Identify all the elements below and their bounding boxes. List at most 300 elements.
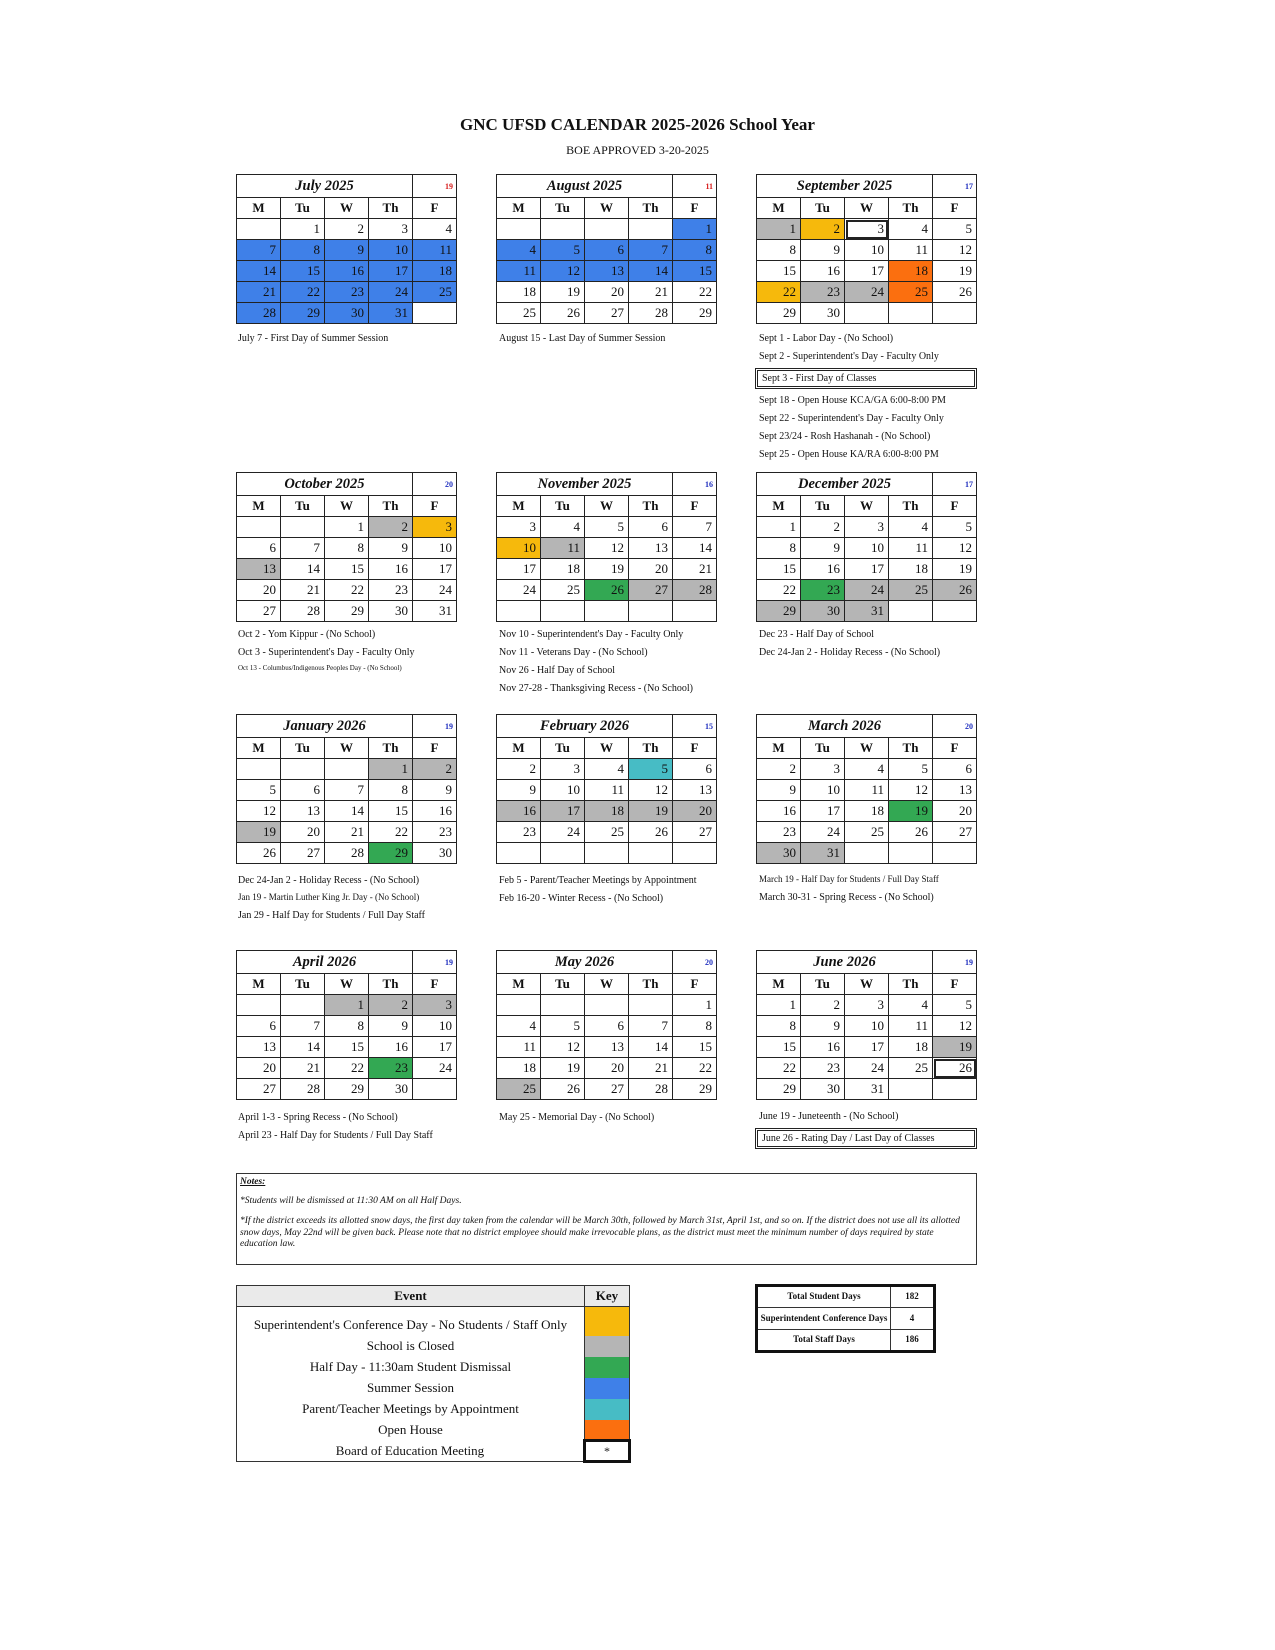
month-calendar (496, 472, 717, 622)
day-cell: 5 (933, 517, 977, 538)
day-cell: 19 (585, 559, 629, 580)
day-cell: 26 (889, 822, 933, 843)
day-cell: 8 (757, 240, 801, 261)
day-cell: 19 (541, 282, 585, 303)
day-cell: 27 (281, 843, 325, 864)
day-cell: 21 (325, 822, 369, 843)
month-name: June 2026 (757, 951, 933, 974)
day-cell: 14 (629, 261, 673, 282)
day-header: F (673, 738, 717, 759)
day-cell: 28 (629, 303, 673, 324)
day-cell: 5 (889, 759, 933, 780)
day-cell (889, 843, 933, 864)
day-cell: 15 (325, 559, 369, 580)
day-cell: 20 (629, 559, 673, 580)
day-cell: 19 (541, 1058, 585, 1079)
month-name: February 2026 (497, 715, 673, 738)
day-cell: 3 (497, 517, 541, 538)
day-cell: 10 (413, 538, 457, 559)
day-cell: 22 (325, 1058, 369, 1079)
day-count: 11 (673, 175, 717, 198)
day-cell: 26 (585, 580, 629, 601)
day-cell: 11 (889, 240, 933, 261)
day-header: Th (889, 496, 933, 517)
day-header: W (845, 738, 889, 759)
day-cell: 15 (281, 261, 325, 282)
day-header: F (933, 198, 977, 219)
day-cell: 21 (237, 282, 281, 303)
day-cell: 20 (237, 580, 281, 601)
day-cell: 21 (281, 1058, 325, 1079)
day-cell: 22 (673, 1058, 717, 1079)
day-cell: 2 (369, 517, 413, 538)
day-cell: 2 (801, 995, 845, 1016)
month-notes (499, 628, 693, 700)
day-cell: 27 (585, 303, 629, 324)
day-cell: 1 (673, 995, 717, 1016)
day-cell: 7 (325, 780, 369, 801)
day-cell: 27 (673, 822, 717, 843)
day-cell: 13 (585, 261, 629, 282)
month-note: Sept 1 - Labor Day - (No School) (759, 333, 894, 344)
day-count: 20 (413, 473, 457, 496)
day-cell (325, 759, 369, 780)
day-cell: 14 (281, 1037, 325, 1058)
day-cell: 10 (845, 240, 889, 261)
day-cell: 11 (845, 780, 889, 801)
day-header: Th (369, 198, 413, 219)
day-cell: 29 (369, 843, 413, 864)
day-header: Th (629, 496, 673, 517)
day-header: F (673, 974, 717, 995)
day-cell: 25 (497, 1079, 541, 1100)
day-cell: 5 (933, 995, 977, 1016)
day-cell (413, 303, 457, 324)
month-calendar (756, 714, 977, 864)
month-notes (238, 332, 388, 350)
day-cell (497, 601, 541, 622)
month-note: March 19 - Half Day for Students / Full Day Staff (759, 874, 939, 884)
day-header: M (237, 974, 281, 995)
day-header: Th (889, 198, 933, 219)
day-header: F (673, 496, 717, 517)
day-header: F (413, 198, 457, 219)
day-cell (237, 517, 281, 538)
day-cell: 15 (757, 1037, 801, 1058)
day-cell (237, 759, 281, 780)
legend-swatch (585, 1336, 630, 1357)
day-cell: 7 (281, 538, 325, 559)
day-cell: 18 (541, 559, 585, 580)
day-cell: 12 (629, 780, 673, 801)
day-cell: 3 (541, 759, 585, 780)
month-note: Feb 16-20 - Winter Recess - (No School) (499, 893, 664, 904)
day-cell: 11 (585, 780, 629, 801)
day-cell (629, 601, 673, 622)
day-header: Tu (281, 496, 325, 517)
notes-box (236, 1173, 977, 1265)
day-cell: 17 (497, 559, 541, 580)
day-cell: 31 (845, 601, 889, 622)
day-header: F (673, 198, 717, 219)
legend-swatch (585, 1357, 630, 1378)
day-cell: 4 (497, 240, 541, 261)
notes-heading: Notes: (240, 1177, 266, 1187)
day-cell: 30 (757, 843, 801, 864)
day-cell: 8 (757, 1016, 801, 1037)
month-notes (759, 332, 977, 466)
notes-line: *If the district exceeds its allotted snow days, the first day taken from the calendar will be March 30th, followed by March 31st, April 1st, and so on. If the district does not use all its allotted snow days, May 22nd will be given back. Please note that no district employee should make irrevocable plans, as the district must meet the minimum number of days required by state education law. (240, 1216, 960, 1250)
day-cell: 4 (413, 219, 457, 240)
day-header: F (413, 496, 457, 517)
day-cell (281, 759, 325, 780)
day-cell: 25 (585, 822, 629, 843)
month-calendar (496, 950, 717, 1100)
day-cell (541, 219, 585, 240)
day-cell: 24 (497, 580, 541, 601)
day-cell: 29 (325, 1079, 369, 1100)
day-header: M (237, 738, 281, 759)
day-header: F (933, 496, 977, 517)
day-cell: 13 (629, 538, 673, 559)
day-cell: 12 (933, 240, 977, 261)
day-cell: 25 (889, 1058, 933, 1079)
day-cell: 28 (237, 303, 281, 324)
day-cell: 16 (369, 1037, 413, 1058)
day-header: W (585, 198, 629, 219)
day-cell: 6 (237, 538, 281, 559)
legend-label: School is Closed (237, 1336, 585, 1357)
day-cell: 29 (673, 1079, 717, 1100)
day-cell: 15 (673, 1037, 717, 1058)
day-cell: 10 (845, 1016, 889, 1037)
day-cell: 26 (933, 282, 977, 303)
month-calendar (496, 714, 717, 864)
day-cell: 26 (933, 1058, 977, 1079)
month-calendar (756, 472, 977, 622)
day-cell: 16 (497, 801, 541, 822)
day-header: Th (629, 738, 673, 759)
day-header: Tu (801, 198, 845, 219)
day-cell: 12 (889, 780, 933, 801)
day-header: F (933, 974, 977, 995)
day-header: M (497, 974, 541, 995)
day-cell: 6 (237, 1016, 281, 1037)
day-cell: 16 (369, 559, 413, 580)
day-cell (889, 303, 933, 324)
day-header: Tu (541, 496, 585, 517)
day-count: 16 (673, 473, 717, 496)
month-notes (759, 1110, 977, 1154)
day-cell: 11 (889, 1016, 933, 1037)
day-cell: 13 (585, 1037, 629, 1058)
day-cell: 6 (933, 759, 977, 780)
day-cell: 2 (801, 517, 845, 538)
day-cell: 29 (673, 303, 717, 324)
month-note: Dec 24-Jan 2 - Holiday Recess - (No School) (759, 647, 941, 658)
month-notes (759, 874, 939, 909)
day-cell: 24 (845, 1058, 889, 1079)
day-cell: 5 (237, 780, 281, 801)
day-cell (629, 219, 673, 240)
legend-swatch (585, 1378, 630, 1399)
day-cell: 24 (801, 822, 845, 843)
day-header: Tu (801, 974, 845, 995)
day-cell: 26 (541, 303, 585, 324)
legend-row (237, 1378, 630, 1399)
month-name: September 2025 (757, 175, 933, 198)
day-cell: 18 (497, 1058, 541, 1079)
month-note: Sept 3 - First Day of Classes (755, 368, 977, 389)
day-cell: 28 (629, 1079, 673, 1100)
day-cell: 13 (237, 1037, 281, 1058)
month-note: July 7 - First Day of Summer Session (238, 333, 389, 344)
month-note: Oct 13 - Columbus/Indigenous Peoples Day - (No School) (238, 664, 402, 672)
month-calendar (756, 174, 977, 324)
day-cell: 17 (845, 1037, 889, 1058)
month-notes (238, 1111, 433, 1147)
day-cell: 16 (757, 801, 801, 822)
day-cell: 1 (757, 995, 801, 1016)
day-cell: 3 (845, 995, 889, 1016)
day-cell (933, 601, 977, 622)
month-note: Nov 27-28 - Thanksgiving Recess - (No School) (499, 683, 693, 694)
day-cell: 18 (413, 261, 457, 282)
day-cell: 9 (369, 538, 413, 559)
day-header: Th (629, 198, 673, 219)
day-cell: 3 (801, 759, 845, 780)
day-cell: 6 (585, 1016, 629, 1037)
month-name: December 2025 (757, 473, 933, 496)
month-notes (499, 874, 697, 910)
day-cell: 7 (629, 240, 673, 261)
legend-label: Open House (237, 1420, 585, 1441)
day-cell: 9 (497, 780, 541, 801)
day-cell: 15 (325, 1037, 369, 1058)
legend-row (237, 1420, 630, 1441)
month-name: July 2025 (237, 175, 413, 198)
day-cell (281, 995, 325, 1016)
day-cell: 21 (629, 282, 673, 303)
month-calendar (496, 174, 717, 324)
day-cell (541, 995, 585, 1016)
day-header: M (497, 738, 541, 759)
day-cell: 1 (369, 759, 413, 780)
legend-swatch (585, 1420, 630, 1441)
day-cell (281, 517, 325, 538)
day-cell: 18 (585, 801, 629, 822)
month-note: Feb 5 - Parent/Teacher Meetings by Appointment (499, 875, 697, 886)
month-note: Oct 3 - Superintendent's Day - Faculty Only (238, 647, 415, 658)
legend-row (237, 1399, 630, 1420)
day-cell (845, 303, 889, 324)
day-cell: 12 (933, 538, 977, 559)
day-cell: 23 (801, 580, 845, 601)
day-cell: 7 (281, 1016, 325, 1037)
day-header: W (325, 496, 369, 517)
day-cell: 5 (933, 219, 977, 240)
legend-key-header: Key (585, 1286, 630, 1307)
day-cell: 22 (757, 580, 801, 601)
day-cell: 2 (757, 759, 801, 780)
month-notes (759, 628, 940, 664)
month-notes (238, 628, 415, 678)
month-note: Nov 26 - Half Day of School (499, 665, 616, 676)
day-cell (541, 601, 585, 622)
legend-row (237, 1336, 630, 1357)
month-name: March 2026 (757, 715, 933, 738)
legend-row (237, 1357, 630, 1378)
day-cell: 23 (325, 282, 369, 303)
day-header: Th (629, 974, 673, 995)
month-note: Sept 22 - Superintendent's Day - Faculty Only (759, 413, 944, 424)
day-cell: 8 (673, 1016, 717, 1037)
day-cell: 30 (801, 1079, 845, 1100)
day-cell: 21 (673, 559, 717, 580)
day-header: F (933, 738, 977, 759)
month-name: May 2026 (497, 951, 673, 974)
day-cell: 10 (413, 1016, 457, 1037)
day-cell: 3 (369, 219, 413, 240)
day-cell: 8 (673, 240, 717, 261)
day-cell: 2 (369, 995, 413, 1016)
day-cell: 27 (237, 1079, 281, 1100)
day-cell: 10 (497, 538, 541, 559)
day-cell: 13 (237, 559, 281, 580)
day-header: W (845, 198, 889, 219)
day-cell: 22 (325, 580, 369, 601)
day-cell (585, 843, 629, 864)
month-calendar (236, 950, 457, 1100)
day-cell: 3 (845, 517, 889, 538)
day-cell: 23 (801, 1058, 845, 1079)
day-cell (497, 995, 541, 1016)
day-cell: 19 (889, 801, 933, 822)
day-cell: 5 (541, 240, 585, 261)
legend-label: Summer Session (237, 1378, 585, 1399)
month-note: May 25 - Memorial Day - (No School) (499, 1112, 655, 1123)
day-header: F (413, 738, 457, 759)
month-note: Sept 25 - Open House KA/RA 6:00-8:00 PM (759, 449, 939, 460)
day-cell: 2 (497, 759, 541, 780)
totals-table (755, 1284, 936, 1353)
day-cell: 14 (629, 1037, 673, 1058)
day-cell: 6 (585, 240, 629, 261)
day-cell: 1 (325, 995, 369, 1016)
day-cell: 17 (413, 559, 457, 580)
day-cell (497, 219, 541, 240)
day-cell: 16 (413, 801, 457, 822)
day-cell: 23 (369, 1058, 413, 1079)
day-cell: 10 (369, 240, 413, 261)
day-cell: 22 (369, 822, 413, 843)
day-cell: 6 (281, 780, 325, 801)
day-cell: 22 (757, 1058, 801, 1079)
day-cell: 13 (673, 780, 717, 801)
day-header: Th (369, 974, 413, 995)
day-cell: 26 (237, 843, 281, 864)
totals-label: Superintendent Conference Days (757, 1308, 891, 1330)
day-cell: 30 (801, 601, 845, 622)
day-cell: 15 (369, 801, 413, 822)
day-cell: 9 (413, 780, 457, 801)
day-header: M (757, 974, 801, 995)
day-header: W (845, 974, 889, 995)
day-header: Th (889, 738, 933, 759)
month-note: June 19 - Juneteenth - (No School) (759, 1111, 899, 1122)
day-cell: 1 (757, 219, 801, 240)
day-cell: 12 (541, 1037, 585, 1058)
day-cell: 14 (281, 559, 325, 580)
day-cell: 20 (933, 801, 977, 822)
day-cell: 23 (757, 822, 801, 843)
day-cell: 18 (845, 801, 889, 822)
day-cell: 10 (541, 780, 585, 801)
day-cell: 5 (585, 517, 629, 538)
legend-label: Board of Education Meeting (237, 1441, 585, 1462)
day-header: W (325, 738, 369, 759)
day-cell: 27 (237, 601, 281, 622)
totals-label: Total Staff Days (757, 1330, 891, 1352)
month-note: April 23 - Half Day for Students / Full Day Staff (238, 1130, 433, 1141)
day-cell: 25 (845, 822, 889, 843)
day-count: 17 (933, 175, 977, 198)
month-calendar (236, 174, 457, 324)
month-calendar (236, 714, 457, 864)
day-cell (629, 995, 673, 1016)
day-cell (629, 843, 673, 864)
legend-swatch: * (585, 1441, 630, 1462)
day-count: 20 (673, 951, 717, 974)
legend-swatch (585, 1307, 630, 1336)
day-cell: 28 (281, 601, 325, 622)
day-header: Tu (801, 496, 845, 517)
day-cell (585, 219, 629, 240)
day-cell: 29 (757, 1079, 801, 1100)
day-count: 17 (933, 473, 977, 496)
day-cell: 8 (325, 1016, 369, 1037)
day-cell: 8 (757, 538, 801, 559)
month-note: June 26 - Rating Day / Last Day of Classes (755, 1128, 977, 1149)
day-cell: 18 (889, 559, 933, 580)
day-cell: 12 (541, 261, 585, 282)
day-cell: 19 (933, 1037, 977, 1058)
day-cell: 28 (281, 1079, 325, 1100)
day-cell: 16 (801, 261, 845, 282)
day-cell: 4 (585, 759, 629, 780)
day-cell (413, 1079, 457, 1100)
day-cell: 8 (369, 780, 413, 801)
totals-row (757, 1286, 935, 1308)
day-cell: 13 (281, 801, 325, 822)
legend-swatch (585, 1399, 630, 1420)
day-cell: 1 (673, 219, 717, 240)
day-cell: 22 (673, 282, 717, 303)
day-cell: 22 (281, 282, 325, 303)
day-cell: 9 (801, 1016, 845, 1037)
day-cell: 6 (673, 759, 717, 780)
day-cell: 21 (629, 1058, 673, 1079)
day-header: W (325, 198, 369, 219)
day-cell: 19 (933, 559, 977, 580)
day-cell: 14 (237, 261, 281, 282)
day-header: Tu (541, 198, 585, 219)
day-cell: 4 (889, 219, 933, 240)
day-header: W (845, 496, 889, 517)
day-cell: 2 (801, 219, 845, 240)
day-cell: 27 (585, 1079, 629, 1100)
day-cell: 2 (325, 219, 369, 240)
